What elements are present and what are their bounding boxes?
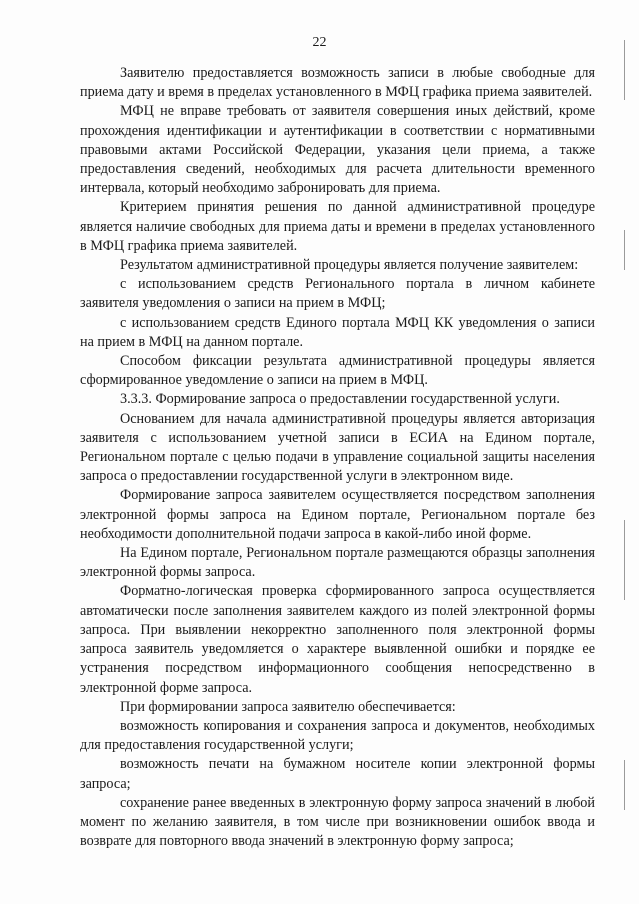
paragraph-14: возможность копирования и сохранения запроса и документов, необходимых для предоставления государственной услуги; — [80, 717, 595, 754]
scan-edge-mark — [624, 520, 625, 600]
paragraph-6: с использованием средств Единого портала МФЦ КК уведомления о записи на прием в МФЦ на данном портале. — [80, 314, 595, 350]
document-body — [80, 64, 595, 851]
paragraph-13: При формировании запроса заявителю обеспечивается: — [120, 698, 456, 715]
page-number: 22 — [312, 35, 327, 50]
paragraph-10: Формирование запроса заявителем осуществляется посредством заполнения электронной формы запроса на Едином портале, Региональном портале без необходимости дополнительной подачи запроса в какой-либо иной форме. — [80, 487, 595, 542]
paragraph-9: Основанием для начала административной процедуры является авторизация заявителя с использованием учетной записи в ЕСИА на Едином портале, Региональном портале с целью подачи в управление социальной защиты населения запроса о предоставлении государственной услуги в электронном виде. — [80, 410, 595, 485]
scan-edge-mark — [624, 40, 625, 100]
paragraph-16: сохранение ранее введенных в электронную форму запроса значений в любой момент по желанию заявителя, в том числе при возникновении ошибок ввода и возврате для повторного ввода значений в электронную форму запроса; — [80, 794, 595, 850]
paragraph-12: Форматно-логическая проверка сформированного запроса осуществляется автоматически после заполнения заявителем каждого из полей электронной формы запроса. При выявлении некорректно заполненного поля электронной формы запроса заявитель уведомляется о характере выявленной ошибки и порядке ее устранения посредством информационного сообщения непосредственно в электронной форме запроса. — [80, 583, 595, 696]
paragraph-11: На Едином портале, Региональном портале размещаются образцы заполнения электронной формы запроса. — [80, 545, 595, 581]
paragraph-2: МФЦ не вправе требовать от заявителя совершения иных действий, кроме прохождения идентификации и аутентификации в соответствии с нормативными правовыми актами Российской Федерации, указания цели приема, а также предоставления сведений, необходимых для расчета длительности временного интервала, который необходимо забронировать для приема. — [80, 103, 595, 197]
paragraph-1: Заявителю предоставляется возможность записи в любые свободные для приема дату и время в пределах установленного в МФЦ графика приема заявителей. — [80, 65, 595, 101]
paragraph-4: Результатом административной процедуры является получение заявителем: — [120, 257, 579, 274]
scan-edge-mark — [624, 760, 625, 810]
section-heading-3-3-3: 3.3.3. Формирование запроса о предоставлении государственной услуги. — [120, 391, 560, 408]
scan-edge-mark — [624, 230, 625, 270]
paragraph-7: Способом фиксации результата административной процедуры является сформированное уведомление о записи на прием в МФЦ. — [80, 353, 595, 389]
paragraph-15: возможность печати на бумажном носителе копии электронной формы запроса; — [80, 756, 595, 792]
paragraph-5: с использованием средств Регионального портала в личном кабинете заявителя уведомления о записи на прием в МФЦ; — [80, 276, 595, 312]
paragraph-3: Критерием принятия решения по данной административной процедуре является наличие свободных для приема даты и времени в пределах установленного в МФЦ графика приема заявителей. — [80, 199, 595, 254]
